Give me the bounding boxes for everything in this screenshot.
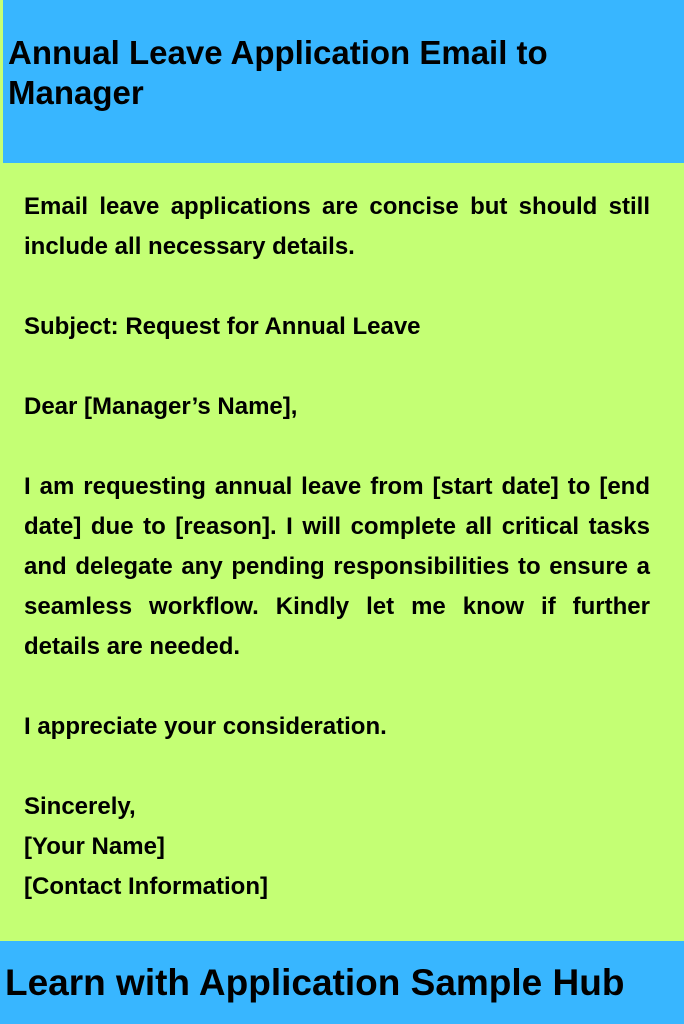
- email-salutation: Dear [Manager’s Name],: [24, 393, 298, 420]
- title-banner: [3, 0, 684, 163]
- intro-paragraph: Email leave applications are concise but should still include all necessary details.: [24, 193, 650, 260]
- email-appreciation: I appreciate your consideration.: [24, 713, 387, 740]
- signature-contact: [Contact Information]: [24, 873, 268, 900]
- footer-banner: [0, 941, 684, 1024]
- email-closing: Sincerely,: [24, 793, 136, 820]
- signature-name: [Your Name]: [24, 833, 165, 860]
- email-body: I am requesting annual leave from [start date] to [end date] due to [reason]. I will complete all critical tasks and delegate any pending responsibilities to ensure a seamless workflow. Kindly let me know if further details are needed.: [24, 473, 650, 660]
- footer-text: Learn with Application Sample Hub: [5, 962, 625, 1003]
- email-subject: Subject: Request for Annual Leave: [24, 313, 421, 340]
- page-title: Annual Leave Application Email to Manager: [8, 34, 548, 111]
- email-content: [24, 187, 650, 907]
- email-signature: [24, 787, 650, 907]
